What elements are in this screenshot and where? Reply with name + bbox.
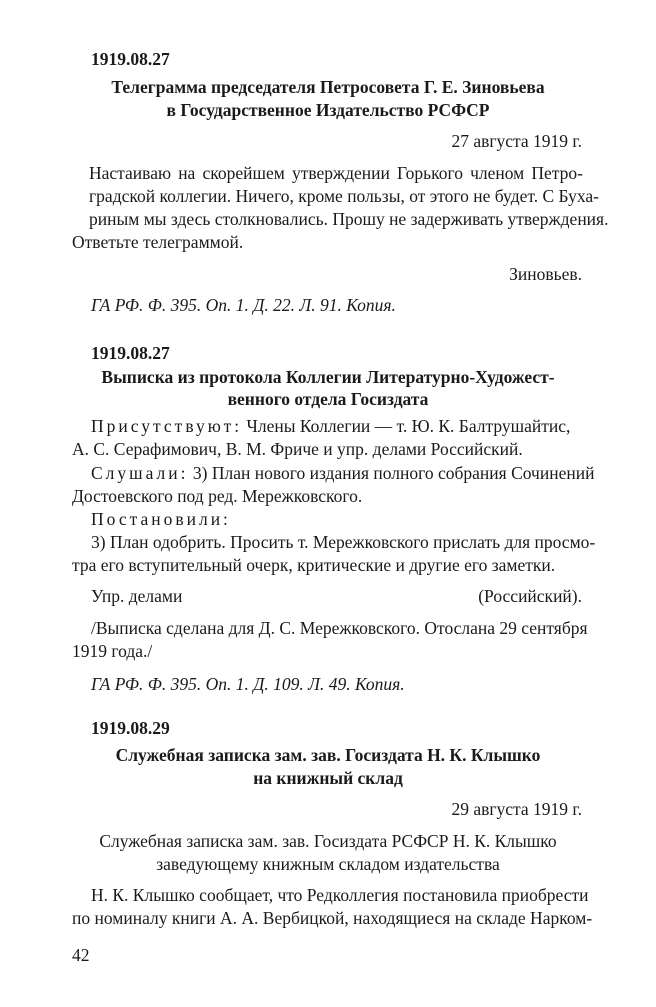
doc1-date-code: 1919.08.27 (91, 49, 170, 69)
doc2-heard-text: 3) План нового издания полного собрания Сочинений (188, 463, 595, 483)
doc1-body-line: риным мы здесь столкновались. Прошу не задерживать утверждения. (89, 209, 609, 229)
doc2-heard-line (91, 462, 594, 484)
doc2-manager-name: (Российский). (478, 586, 582, 606)
doc1-date-line: 27 августа 1919 г. (451, 131, 582, 151)
doc2-present-label: Присутствуют: (91, 416, 243, 436)
doc2-title-line2: венного отдела Госиздата (227, 389, 429, 409)
doc2-present-line (91, 415, 570, 437)
doc2-decided-line: тра его вступительный очерк, критические и другие его заметки. (72, 555, 556, 575)
doc1-source: ГА РФ. Ф. 395. Оп. 1. Д. 22. Л. 91. Копия. (91, 295, 396, 315)
doc3-subtitle-line1: Служебная записка зам. зав. Госиздата РСФСР Н. К. Клышко (99, 831, 557, 851)
doc3-body-line: по номиналу книги А. А. Вербицкой, находящиеся на складе Нарком- (72, 908, 593, 928)
doc1-body-line: Ответьте телеграммой. (72, 232, 244, 252)
doc1-signature: Зиновьев. (509, 264, 582, 284)
doc2-heard-label: Слушали: (91, 463, 189, 483)
doc1-body-line: градской коллегии. Ничего, кроме пользы, от этого не будет. С Буха- (89, 186, 599, 206)
doc1-body-line: Настаиваю на скорейшем утверждении Горького членом Петро- (89, 163, 583, 183)
doc2-title-line1: Выписка из протокола Коллегии Литературно-Художест- (101, 367, 555, 387)
doc3-title-line2: на книжный склад (253, 768, 403, 788)
doc2-date-code: 1919.08.27 (91, 343, 170, 363)
doc3-body-line: Н. К. Клышко сообщает, что Редколлегия постановила приобрести (91, 885, 589, 905)
doc2-present-cont: А. С. Серафимович, В. М. Фриче и упр. делами Российский. (72, 439, 523, 459)
doc2-source: ГА РФ. Ф. 395. Оп. 1. Д. 109. Л. 49. Копия. (91, 674, 405, 694)
doc3-title-line1: Служебная записка зам. зав. Госиздата Н. К. Клышко (115, 745, 541, 765)
doc2-decided-line: 3) План одобрить. Просить т. Мережковского прислать для просмо- (91, 532, 596, 552)
doc1-title-line1: Телеграмма председателя Петросовета Г. Е. Зиновьева (111, 77, 545, 97)
doc2-present-text: Члены Коллегии — т. Ю. К. Балтрушайтис, (242, 416, 571, 436)
doc2-decided-label: Постановили: (91, 509, 231, 529)
doc2-heard-cont: Достоевского под ред. Мережковского. (72, 486, 363, 506)
doc3-date-line: 29 августа 1919 г. (451, 799, 582, 819)
doc3-subtitle-line2: заведующему книжным складом издательства (156, 854, 500, 874)
doc2-note-line: /Выписка сделана для Д. С. Мережковского. Отослана 29 сентября (91, 618, 588, 638)
page-number: 42 (72, 945, 90, 965)
doc1-title-line2: в Государственное Издательство РСФСР (166, 100, 490, 120)
doc2-manager-label: Упр. делами (91, 586, 183, 606)
doc3-date-code: 1919.08.29 (91, 718, 170, 738)
doc2-note-line: 1919 года./ (72, 641, 153, 661)
